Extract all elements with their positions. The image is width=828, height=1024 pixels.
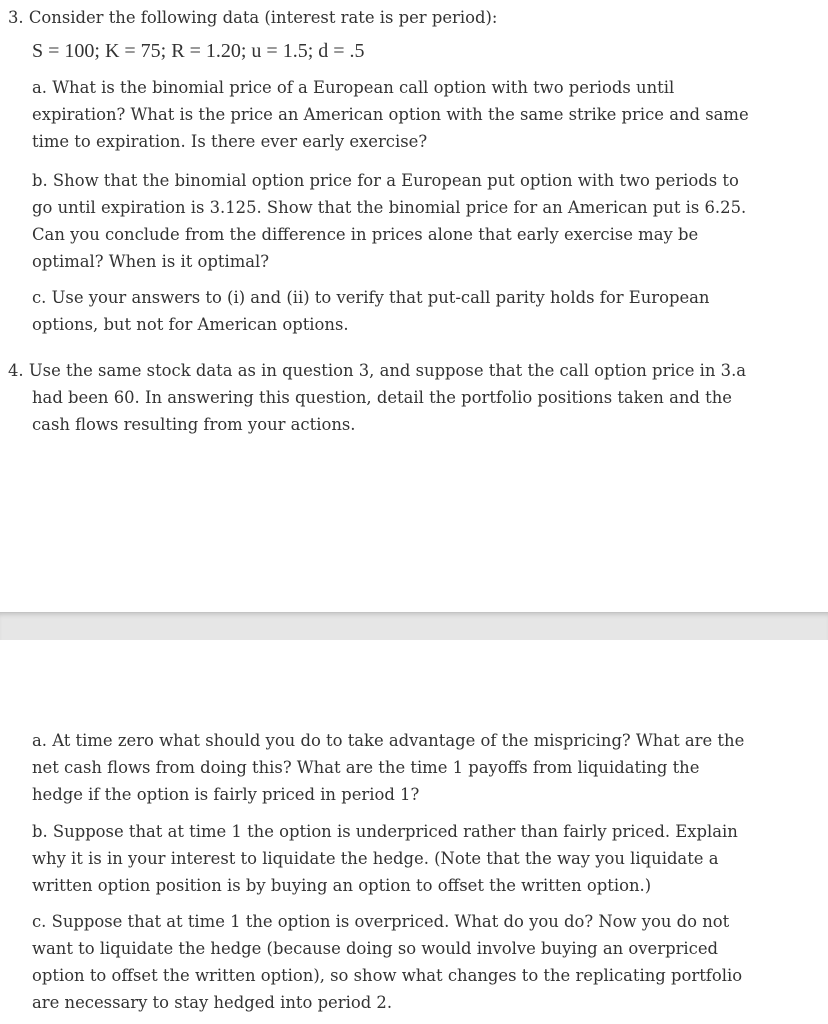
question-3b: b. Show that the binomial option price for a European put option with two periods to go until expiration is 3.125. Show that the binomial price for an American put is 6.25. Can you conclude from the difference in prices alone that early exercise may be optimal? When is it optimal? xyxy=(32,171,747,271)
question-3-heading: 3. Consider the following data (interest rate is per period): xyxy=(8,8,498,27)
question-4c: c. Suppose that at time 1 the option is overpriced. What do you do? Now you do not want to liquidate the hedge (because doing so would involve buying an overpriced option to offset the written option), so show what changes to the replicating portfolio are necessary to stay hedged into period 2. xyxy=(32,912,743,1012)
page-divider xyxy=(0,612,828,640)
question-4a: a. At time zero what should you do to take advantage of the mispricing? What are the net cash flows from doing this? What are the time 1 payoffs from liquidating the hedge if the option is fairly priced in period 1? xyxy=(32,731,745,804)
question-3c: c. Use your answers to (i) and (ii) to verify that put-call parity holds for European options, but not for American options. xyxy=(32,288,710,334)
question-4-intro: 4. Use the same stock data as in question 3, and suppose that the call option price in 3.a had been 60. In answering this question, detail the portfolio positions taken and the cash flows resulting from your actions. xyxy=(8,361,747,434)
question-3-parameters: S = 100; K = 75; R = 1.20; u = 1.5; d = .5 xyxy=(32,40,365,62)
question-3a: a. What is the binomial price of a European call option with two periods until expiration? What is the price an American option with the same strike price and same time to expiration. Is there ever early exercise? xyxy=(32,78,749,151)
question-4b: b. Suppose that at time 1 the option is underpriced rather than fairly priced. Explain why it is in your interest to liquidate the hedge. (Note that the way you liquidate a written option position is by buying an option to offset the written option.) xyxy=(32,822,738,895)
